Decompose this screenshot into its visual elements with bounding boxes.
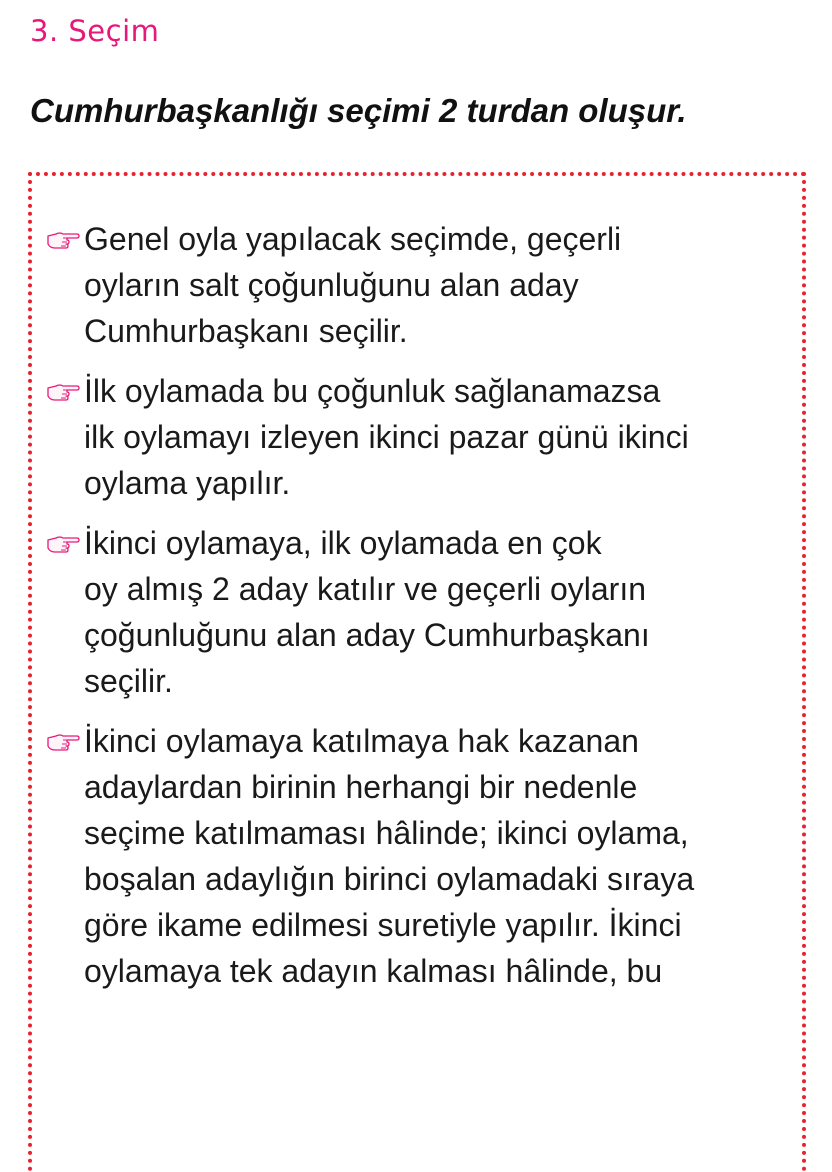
bullet-text: İkinci oylamaya katılmaya hak kazanan adaylardan birinin herhangi bir nedenle seçime katılmaması hâlinde; ikinci oylama, boşalan adaylığın birinci oylamadaki sıraya göre ikame edilmesi suretiyle yapılır. İkinci oylamaya tek adayın kalması hâlinde, bu <box>84 723 695 989</box>
list-item <box>46 718 796 994</box>
pointing-hand-icon <box>46 368 84 414</box>
bullet-text: Genel oyla yapılacak seçimde, geçerli oyların salt çoğunluğunu alan aday Cumhurbaşkanı seçilir. <box>84 221 622 349</box>
pointing-hand-icon <box>46 718 84 764</box>
list-item <box>46 368 796 506</box>
bullet-text: İlk oylamada bu çoğunluk sağlanamazsa ilk oylamayı izleyen ikinci pazar günü ikinci oylama yapılır. <box>84 373 689 501</box>
pointing-hand-icon <box>46 216 84 262</box>
bullet-text: İkinci oylamaya, ilk oylamada en çok oy almış 2 aday katılır ve geçerli oyların çoğunluğunu alan aday Cumhurbaşkanı seçilir. <box>84 525 650 699</box>
list-item <box>46 216 796 354</box>
pointing-hand-icon <box>46 520 84 566</box>
section-heading: 3. Seçim <box>30 14 160 48</box>
subtitle: Cumhurbaşkanlığı seçimi 2 turdan oluşur. <box>30 92 687 129</box>
bullet-list <box>46 216 796 1008</box>
list-item <box>46 520 796 704</box>
dotted-content-box <box>28 172 806 1172</box>
